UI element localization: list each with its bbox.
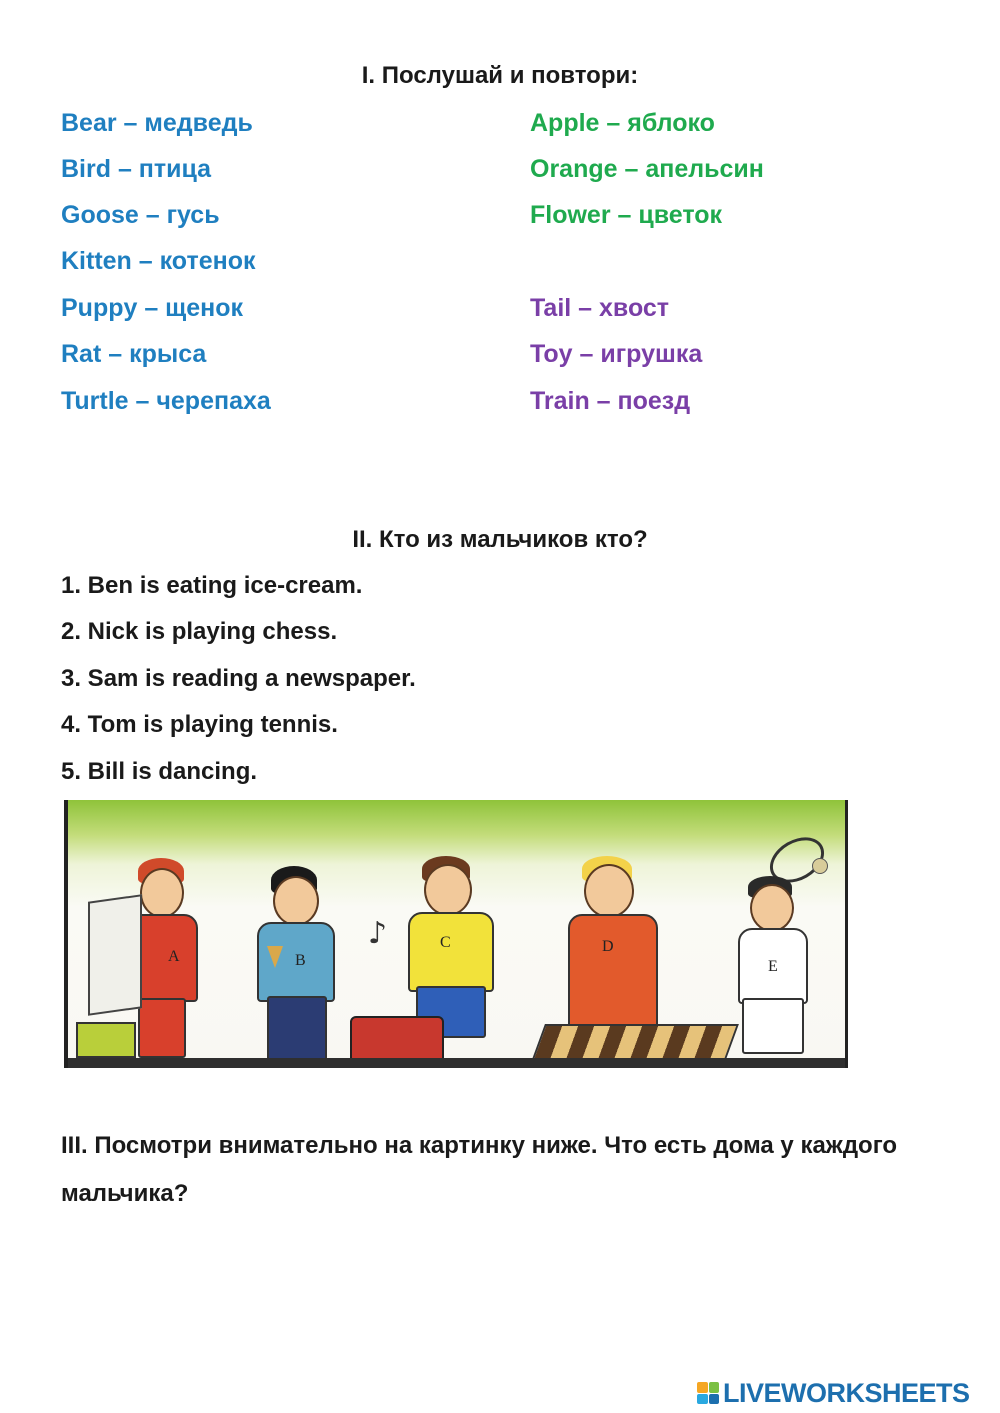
picture-letter: A bbox=[168, 948, 180, 965]
word-item: Bear – медведь bbox=[61, 109, 253, 137]
picture-letter: C bbox=[440, 934, 451, 951]
boy-b-figure bbox=[233, 866, 343, 1060]
radio-icon bbox=[76, 1022, 136, 1058]
boombox-icon bbox=[350, 1016, 444, 1064]
word-item: Apple – яблоко bbox=[530, 109, 715, 137]
word-item: Tail – хвост bbox=[530, 294, 670, 322]
word-item: Kitten – котенок bbox=[61, 247, 256, 275]
section-1-title: I. Послушай и повтори: bbox=[361, 62, 639, 89]
word-item: Rat – крыса bbox=[61, 340, 207, 368]
music-note-icon: ♪ bbox=[368, 916, 388, 951]
word-item: Train – поезд bbox=[530, 387, 691, 415]
word-item: Turtle – черепаха bbox=[61, 387, 271, 415]
section-3-title: III. Посмотри внимательно на картинку ниже. Что есть дома у каждого мальчика? bbox=[61, 1132, 898, 1207]
word-item: Puppy – щенок bbox=[61, 294, 244, 322]
section-2-title: II. Кто из мальчиков кто? bbox=[352, 526, 648, 553]
word-item: Flower – цветок bbox=[530, 201, 723, 229]
sentence-item: 4. Tom is playing tennis. bbox=[61, 711, 338, 738]
sentence-item: 1. Ben is eating ice-cream. bbox=[61, 572, 363, 599]
boys-illustration bbox=[64, 800, 848, 1068]
tennis-ball-icon bbox=[812, 858, 828, 874]
picture-letter: D bbox=[602, 938, 614, 955]
boy-e-figure bbox=[708, 840, 848, 1064]
floor-line bbox=[68, 1058, 845, 1068]
picture-letter: B bbox=[295, 952, 306, 969]
sentence-item: 2. Nick is playing chess. bbox=[61, 618, 338, 645]
word-item: Goose – гусь bbox=[61, 201, 220, 229]
picture-letter: E bbox=[768, 958, 778, 975]
word-item: Orange – апельсин bbox=[530, 155, 764, 183]
sentence-item: 5. Bill is dancing. bbox=[61, 758, 258, 785]
sentence-item: 3. Sam is reading a newspaper. bbox=[61, 665, 416, 692]
brand-icon bbox=[697, 1382, 719, 1404]
brand-name: LIVEWORKSHEETS bbox=[723, 1377, 970, 1408]
ice-cream-icon bbox=[267, 946, 283, 968]
newspaper-icon bbox=[88, 894, 142, 1016]
word-item: Bird – птица bbox=[61, 155, 212, 183]
liveworksheets-logo bbox=[697, 1378, 970, 1408]
word-item: Toy – игрушка bbox=[530, 340, 703, 368]
